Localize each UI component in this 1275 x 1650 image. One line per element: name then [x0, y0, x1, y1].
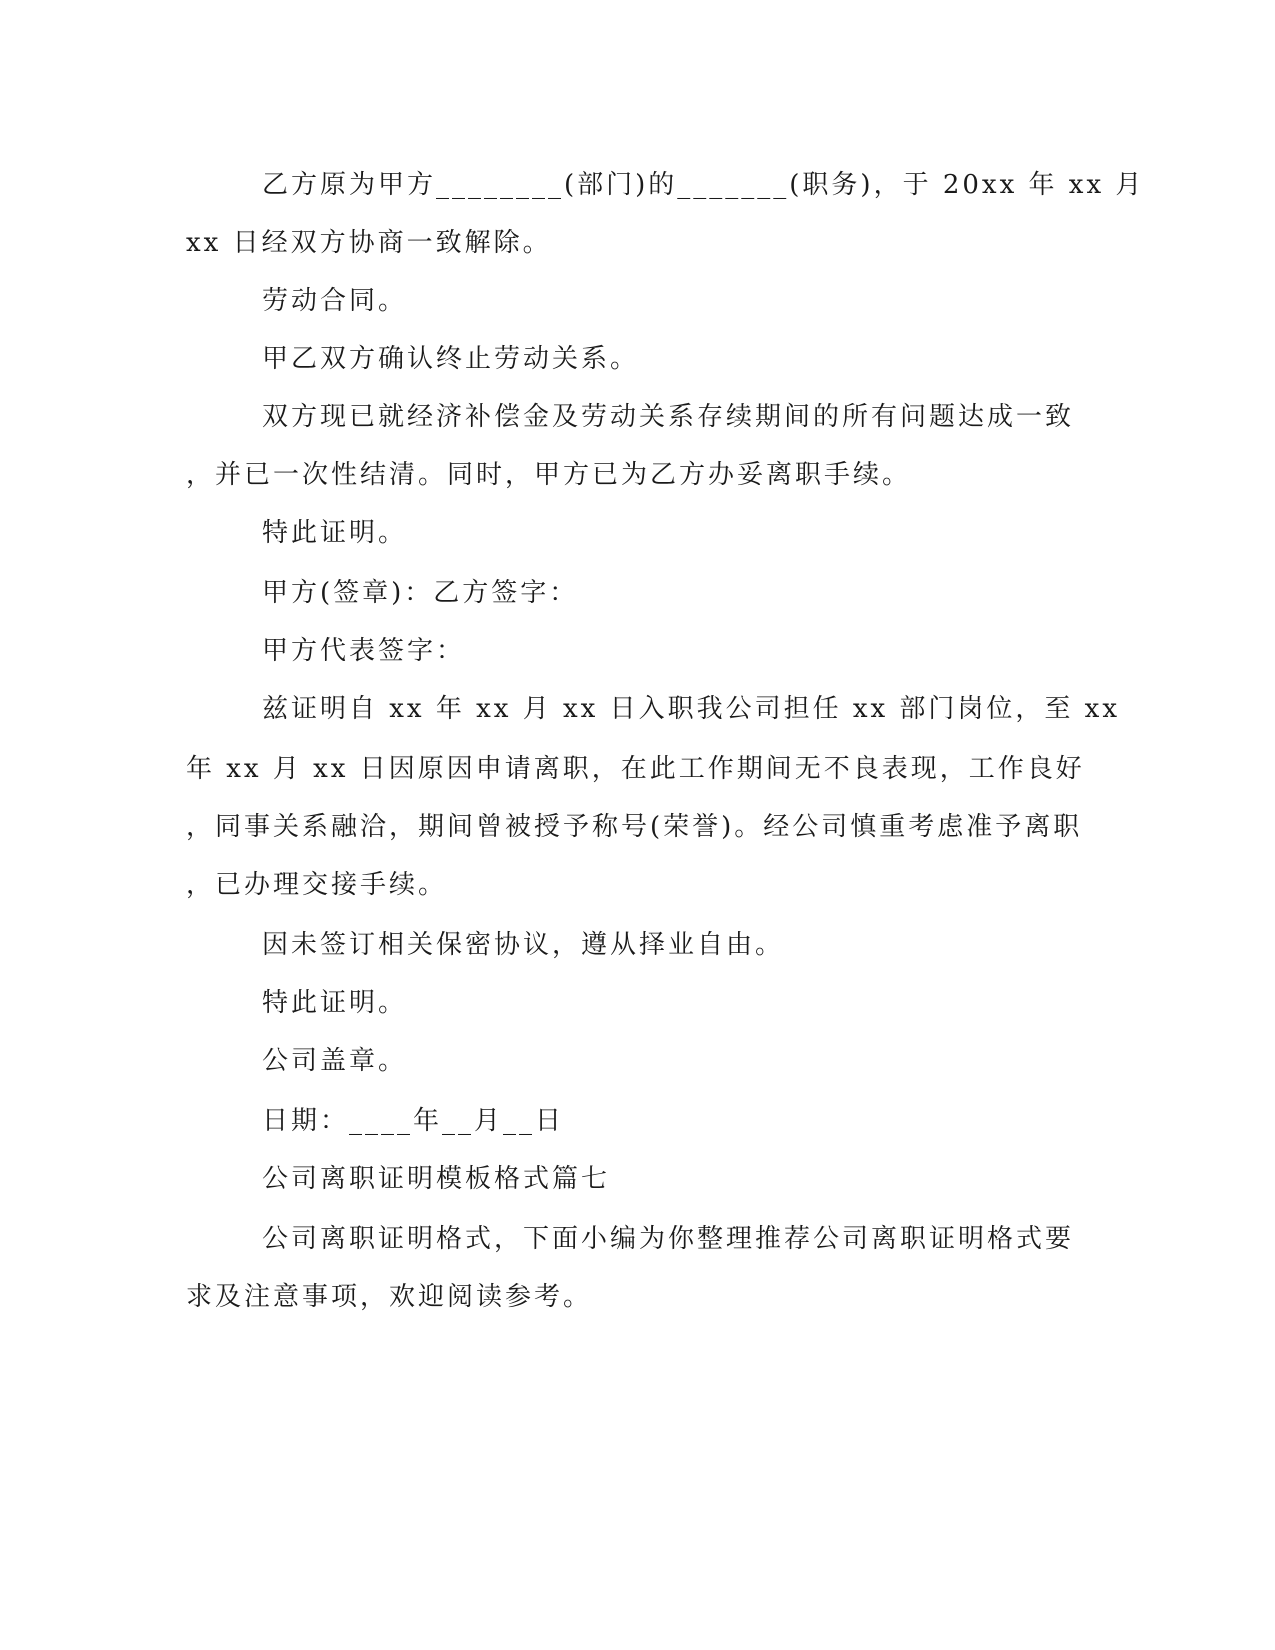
paragraph-line: 年 xx 月 xx 日因原因申请离职，在此工作期间无不良表现，工作良好: [186, 754, 1085, 784]
paragraph-line: 特此证明。: [262, 518, 408, 548]
paragraph-line: ，并已一次性结清。同时，甲方已为乙方办妥离职手续。: [186, 460, 912, 490]
paragraph-line: 求及注意事项，欢迎阅读参考。: [186, 1282, 593, 1312]
paragraph-line: 兹证明自 xx 年 xx 月 xx 日入职我公司担任 xx 部门岗位，至 xx: [262, 694, 1121, 724]
paragraph-line: xx 日经双方协商一致解除。: [186, 228, 552, 258]
date-line: 日期：____年__月__日: [262, 1106, 565, 1136]
signature-line: 甲方(签章)：乙方签字：: [262, 578, 579, 608]
paragraph-line: 甲乙双方确认终止劳动关系。: [262, 344, 640, 374]
paragraph-line: 劳动合同。: [262, 286, 408, 316]
paragraph-line: 双方现已就经济补偿金及劳动关系存续期间的所有问题达成一致: [262, 402, 1075, 432]
paragraph-line: ，已办理交接手续。: [186, 870, 448, 900]
section-title: 公司离职证明模板格式篇七: [262, 1164, 611, 1194]
signature-line: 甲方代表签字：: [262, 636, 466, 666]
paragraph-line: 公司离职证明格式，下面小编为你整理推荐公司离职证明格式要: [262, 1224, 1075, 1254]
paragraph-line: 因未签订相关保密协议，遵从择业自由。: [262, 930, 785, 960]
paragraph-line: 特此证明。: [262, 988, 408, 1018]
paragraph-line: 乙方原为甲方________(部门)的_______(职务)，于 20xx 年 xx 月: [262, 170, 1145, 200]
paragraph-line: ，同事关系融洽，期间曾被授予称号(荣誉)。经公司慎重考虑准予离职: [186, 812, 1083, 842]
paragraph-line: 公司盖章。: [262, 1046, 408, 1076]
